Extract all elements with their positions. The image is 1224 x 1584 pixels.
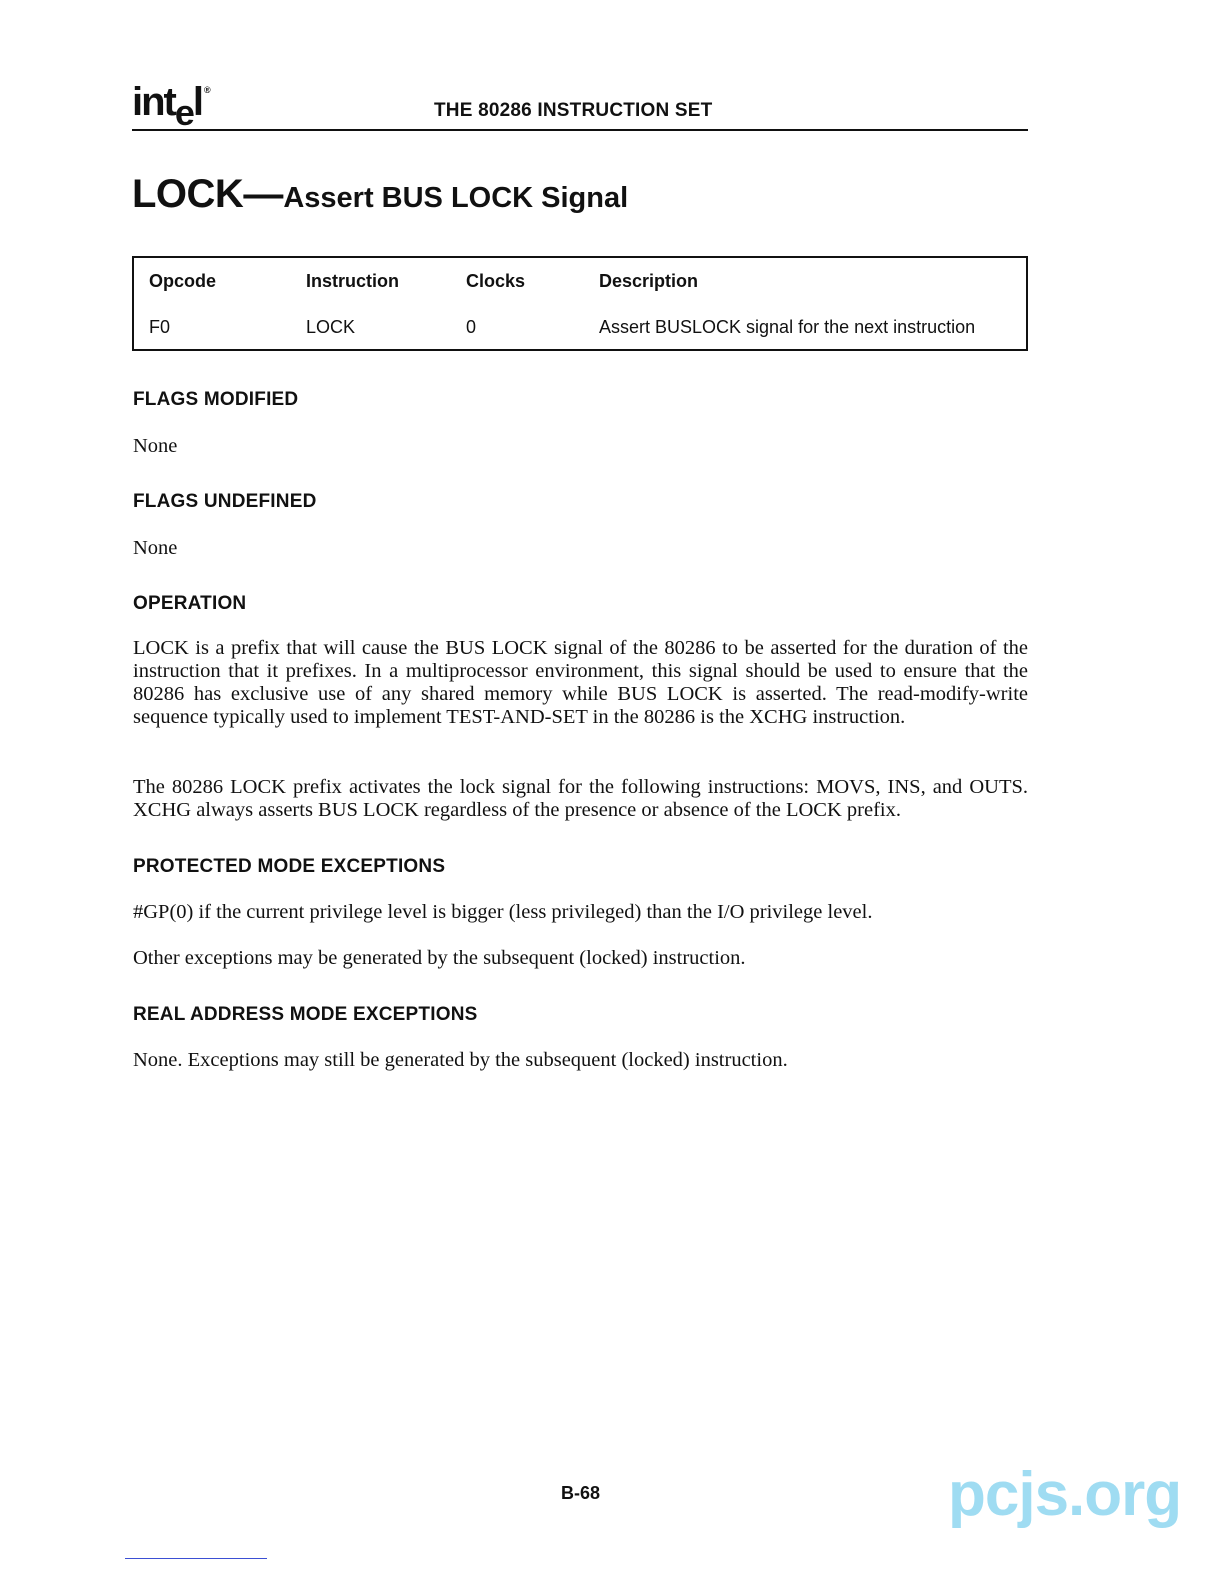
running-title: THE 80286 INSTRUCTION SET — [434, 100, 713, 121]
table-cell-instruction: LOCK — [306, 317, 356, 337]
protected-mode-exceptions-paragraph-2: Other exceptions may be generated by the subsequent (locked) instruction. — [133, 947, 746, 969]
table-header-instruction: Instruction — [306, 271, 399, 291]
table-cell-description: Assert BUSLOCK signal for the next instruction — [599, 317, 976, 337]
header-rule — [132, 129, 1028, 131]
title-dash: — — [243, 172, 284, 216]
page-number: B-68 — [561, 1483, 601, 1503]
operation-heading: OPERATION — [133, 593, 247, 614]
title-mnemonic: LOCK — [132, 172, 244, 216]
page-title — [132, 172, 628, 217]
intel-logo: intel ® — [132, 80, 209, 133]
operation-paragraph-1: LOCK is a prefix that will cause the BUS LOCK signal of the 80286 to be asserted for the duration of the instruction that it prefixes. In a multiprocessor environment, this signal should be used to ensure that the 80286 has exclusive use of any shared memory while BUS LOCK is asserted. The read-modify-write sequence typically used to implement TEST-AND-SET in the 80286 is the XCHG instruction. — [133, 637, 1028, 728]
flags-undefined-text: None — [133, 537, 178, 559]
flags-modified-text: None — [133, 435, 178, 457]
opcode-table — [132, 256, 1028, 351]
title-subtitle: Assert BUS LOCK Signal — [283, 182, 629, 214]
table-cell-clocks: 0 — [466, 317, 477, 337]
real-address-mode-exceptions-heading: REAL ADDRESS MODE EXCEPTIONS — [133, 1004, 478, 1025]
table-header-opcode: Opcode — [149, 271, 217, 291]
protected-mode-exceptions-heading: PROTECTED MODE EXCEPTIONS — [133, 856, 446, 877]
flags-modified-heading: FLAGS MODIFIED — [133, 389, 299, 410]
pcjs-watermark[interactable]: pcjs.org — [948, 1460, 1182, 1529]
link-underline — [125, 1558, 267, 1559]
table-header-description: Description — [599, 271, 699, 291]
flags-undefined-heading: FLAGS UNDEFINED — [133, 491, 317, 512]
protected-mode-exceptions-paragraph-1: #GP(0) if the current privilege level is bigger (less privileged) than the I/O privilege level. — [133, 901, 873, 923]
table-cell-opcode: F0 — [149, 317, 171, 337]
table-header-clocks: Clocks — [466, 271, 526, 291]
operation-paragraph-2: The 80286 LOCK prefix activates the lock signal for the following instructions: MOVS, INS, and OUTS. XCHG always asserts BUS LOCK regardless of the presence or absence of the LOCK prefix. — [133, 776, 1028, 821]
real-address-mode-exceptions-paragraph: None. Exceptions may still be generated by the subsequent (locked) instruction. — [133, 1049, 788, 1071]
